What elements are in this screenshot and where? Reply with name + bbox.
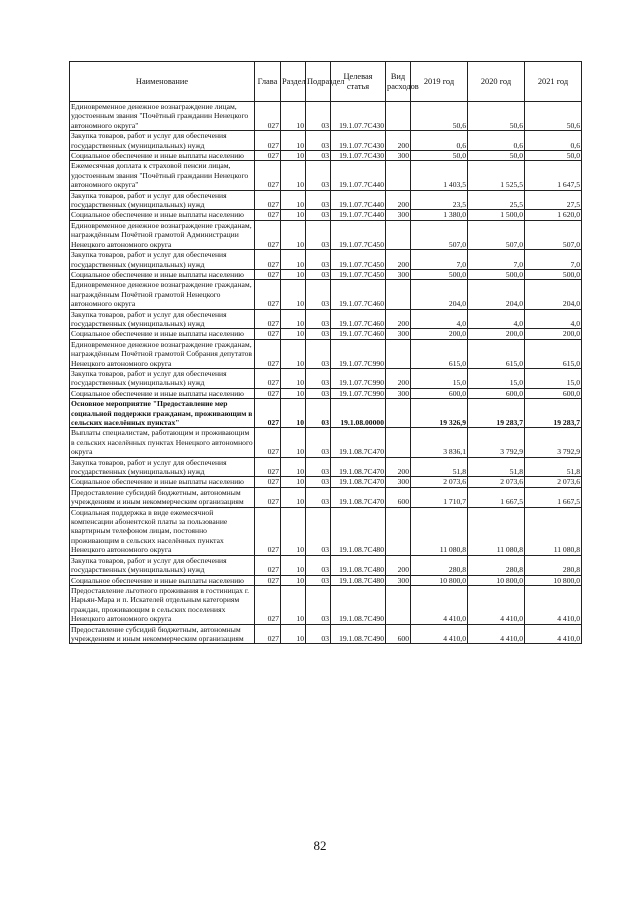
cell-razdel: 10 [281,151,306,161]
cell-name: Основное мероприятие "Предоставление мер социальной поддержки гражданам, проживающим в сельских населённых пунктах" [70,399,255,428]
cell-2021: 50,0 [525,151,582,161]
cell-name: Закупка товаров, работ и услуг для обеспечения государственных (муниципальных) нужд [70,131,255,151]
table-row [70,555,582,575]
cell-vid: 200 [386,250,411,270]
cell-2019: 3 836,1 [411,428,468,457]
cell-name: Единовременное денежное вознаграждение лицам, удостоенным звания "Почётный гражданин Ненецкого автономного округа" [70,102,255,131]
cell-2019: 500,0 [411,269,468,279]
cell-podrazdel: 03 [306,388,331,398]
cell-2020: 600,0 [468,388,525,398]
cell-podrazdel: 03 [306,190,331,210]
cell-vid: 300 [386,477,411,487]
cell-2019: 50,0 [411,151,468,161]
cell-razdel: 10 [281,280,306,309]
cell-podrazdel: 03 [306,161,331,190]
table-row [70,309,582,329]
header-razdel: Раздел [281,62,306,102]
table-row [70,102,582,131]
cell-statya: 19.1.08.7С470 [331,487,386,507]
table-header-row [70,62,582,102]
table-row [70,428,582,457]
cell-name: Закупка товаров, работ и услуг для обеспечения государственных (муниципальных) нужд [70,309,255,329]
table-row [70,388,582,398]
table-row [70,151,582,161]
cell-vid [386,585,411,624]
cell-2020: 615,0 [468,339,525,368]
cell-razdel: 10 [281,487,306,507]
cell-vid [386,102,411,131]
cell-glava: 027 [255,428,281,457]
cell-2019: 4 410,0 [411,585,468,624]
cell-2020: 25,5 [468,190,525,210]
table-row [70,585,582,624]
cell-statya: 19.1.08.7С480 [331,555,386,575]
cell-statya: 19.1.08.7С470 [331,477,386,487]
cell-name: Предоставление субсидий бюджетным, автономным учреждениям и иным некоммерческим организациям [70,487,255,507]
cell-podrazdel: 03 [306,585,331,624]
cell-podrazdel: 03 [306,368,331,388]
cell-vid: 600 [386,487,411,507]
cell-podrazdel: 03 [306,210,331,220]
cell-glava: 027 [255,250,281,270]
cell-2020: 10 800,0 [468,575,525,585]
table-row [70,575,582,585]
table-row [70,477,582,487]
cell-razdel: 10 [281,388,306,398]
cell-2019: 204,0 [411,280,468,309]
cell-vid [386,507,411,555]
cell-glava: 027 [255,624,281,644]
cell-podrazdel: 03 [306,280,331,309]
cell-vid: 200 [386,131,411,151]
cell-name: Предоставление субсидий бюджетным, автономным учреждениям и иным некоммерческим организациям [70,624,255,644]
page-number: 82 [313,838,327,853]
header-glava: Глава [255,62,281,102]
cell-statya: 19.1.07.7С430 [331,131,386,151]
table-row [70,190,582,210]
cell-statya: 19.1.07.7С450 [331,220,386,249]
header-vid: Вид расходов [386,62,411,102]
cell-name: Закупка товаров, работ и услуг для обеспечения государственных (муниципальных) нужд [70,190,255,210]
cell-podrazdel: 03 [306,269,331,279]
cell-2019: 1 403,5 [411,161,468,190]
cell-podrazdel: 03 [306,575,331,585]
cell-vid [386,428,411,457]
cell-podrazdel: 03 [306,151,331,161]
cell-razdel: 10 [281,585,306,624]
table-row [70,329,582,339]
cell-name: Единовременное денежное вознаграждение гражданам, награждённым Почётной грамотой Собрания депутатов Ненецкого автономного округа [70,339,255,368]
cell-name: Социальное обеспечение и иные выплаты населению [70,477,255,487]
cell-razdel: 10 [281,477,306,487]
cell-razdel: 10 [281,190,306,210]
table-row [70,250,582,270]
cell-glava: 027 [255,161,281,190]
table-row [70,457,582,477]
cell-name: Единовременное денежное вознаграждение гражданам, награждённым Почётной грамотой Администрации Ненецкого автономного округа [70,220,255,249]
cell-2020: 200,0 [468,329,525,339]
cell-2020: 3 792,9 [468,428,525,457]
cell-2021: 10 800,0 [525,575,582,585]
cell-2020: 4,0 [468,309,525,329]
cell-2019: 615,0 [411,339,468,368]
cell-statya: 19.1.08.7С470 [331,428,386,457]
cell-glava: 027 [255,151,281,161]
cell-2021: 500,0 [525,269,582,279]
cell-glava: 027 [255,388,281,398]
cell-podrazdel: 03 [306,487,331,507]
table-row [70,131,582,151]
cell-name: Единовременное денежное вознаграждение гражданам, награждённым Почётной грамотой Ненецкого автономного округа [70,280,255,309]
cell-glava: 027 [255,220,281,249]
cell-2021: 600,0 [525,388,582,398]
cell-podrazdel: 03 [306,555,331,575]
cell-glava: 027 [255,190,281,210]
budget-table [69,61,582,644]
cell-2019: 4 410,0 [411,624,468,644]
cell-2021: 2 073,6 [525,477,582,487]
cell-razdel: 10 [281,250,306,270]
cell-razdel: 10 [281,161,306,190]
cell-2020: 280,8 [468,555,525,575]
cell-2020: 11 080,8 [468,507,525,555]
cell-2019: 507,0 [411,220,468,249]
cell-2020: 4 410,0 [468,585,525,624]
cell-2021: 1 667,5 [525,487,582,507]
cell-2019: 200,0 [411,329,468,339]
header-name: Наименование [70,62,255,102]
cell-vid [386,220,411,249]
cell-razdel: 10 [281,339,306,368]
cell-2021: 50,6 [525,102,582,131]
cell-razdel: 10 [281,507,306,555]
cell-2019: 51,8 [411,457,468,477]
cell-glava: 027 [255,555,281,575]
cell-2021: 11 080,8 [525,507,582,555]
cell-podrazdel: 03 [306,457,331,477]
cell-statya: 19.1.08.7С490 [331,624,386,644]
cell-2021: 280,8 [525,555,582,575]
cell-2021: 4 410,0 [525,585,582,624]
cell-vid: 200 [386,190,411,210]
cell-statya: 19.1.07.7С990 [331,339,386,368]
cell-2019: 50,6 [411,102,468,131]
cell-statya: 19.1.07.7С450 [331,269,386,279]
cell-razdel: 10 [281,575,306,585]
cell-2019: 11 080,8 [411,507,468,555]
cell-vid: 200 [386,555,411,575]
cell-statya: 19.1.07.7С460 [331,309,386,329]
cell-2020: 15,0 [468,368,525,388]
cell-2020: 7,0 [468,250,525,270]
cell-2020: 1 525,5 [468,161,525,190]
cell-vid [386,339,411,368]
cell-razdel: 10 [281,428,306,457]
cell-2021: 19 283,7 [525,399,582,428]
cell-razdel: 10 [281,624,306,644]
header-2020: 2020 год [468,62,525,102]
table-row [70,624,582,644]
cell-2021: 27,5 [525,190,582,210]
cell-glava: 027 [255,339,281,368]
table-row [70,161,582,190]
cell-podrazdel: 03 [306,339,331,368]
table-row [70,210,582,220]
cell-glava: 027 [255,309,281,329]
cell-name: Социальная поддержка в виде ежемесячной компенсации абонентской платы за пользование квартирным телефоном лицам, постоянно проживающим в сельских населённых пунктах Ненецкого автономного округа [70,507,255,555]
cell-2021: 15,0 [525,368,582,388]
cell-podrazdel: 03 [306,507,331,555]
cell-2021: 4 410,0 [525,624,582,644]
cell-statya: 19.1.07.7С430 [331,102,386,131]
cell-glava: 027 [255,575,281,585]
cell-razdel: 10 [281,220,306,249]
cell-name: Социальное обеспечение и иные выплаты населению [70,329,255,339]
cell-statya: 19.1.08.7С490 [331,585,386,624]
cell-2020: 0,6 [468,131,525,151]
cell-vid: 600 [386,624,411,644]
table-body [70,102,582,644]
cell-podrazdel: 03 [306,329,331,339]
cell-vid: 300 [386,210,411,220]
cell-name: Выплаты специалистам, работающим и проживающим в сельских населённых пунктах Ненецкого автономного округа [71,428,253,457]
cell-2019: 7,0 [411,250,468,270]
cell-2020: 2 073,6 [468,477,525,487]
cell-vid: 200 [386,457,411,477]
cell-name: Социальное обеспечение и иные выплаты населению [70,210,255,220]
table-row [70,507,582,555]
cell-2019: 1 710,7 [411,487,468,507]
cell-glava: 027 [255,585,281,624]
cell-razdel: 10 [281,457,306,477]
header-2021: 2021 год [525,62,582,102]
header-podrazdel: Подраздел [306,62,331,102]
cell-glava: 027 [255,329,281,339]
cell-statya: 19.1.08.7С480 [331,575,386,585]
cell-vid: 200 [386,368,411,388]
cell-statya: 19.1.07.7С440 [331,190,386,210]
cell-statya: 19.1.08.00000 [331,399,386,428]
cell-2019: 19 326,9 [411,399,468,428]
cell-2021: 507,0 [525,220,582,249]
cell-2019: 4,0 [411,309,468,329]
cell-vid [386,399,411,428]
cell-2020: 19 283,7 [468,399,525,428]
cell-razdel: 10 [281,399,306,428]
cell-name: Закупка товаров, работ и услуг для обеспечения государственных (муниципальных) нужд [70,457,255,477]
cell-2020: 1 500,0 [468,210,525,220]
cell-vid: 300 [386,575,411,585]
cell-name: Социальное обеспечение и иные выплаты населению [70,575,255,585]
cell-glava: 027 [255,399,281,428]
cell-podrazdel: 03 [306,624,331,644]
table-row [70,399,582,428]
cell-2019: 0,6 [411,131,468,151]
cell-vid [386,280,411,309]
cell-name: Закупка товаров, работ и услуг для обеспечения государственных (муниципальных) нужд [70,368,255,388]
cell-vid: 300 [386,151,411,161]
cell-2021: 3 792,9 [525,428,582,457]
cell-vid [386,161,411,190]
cell-razdel: 10 [281,368,306,388]
table-row [70,280,582,309]
cell-2021: 7,0 [525,250,582,270]
cell-razdel: 10 [281,329,306,339]
cell-glava: 027 [255,280,281,309]
cell-glava: 027 [255,457,281,477]
cell-2020: 204,0 [468,280,525,309]
cell-2020: 500,0 [468,269,525,279]
cell-name: Социальное обеспечение и иные выплаты населению [70,269,255,279]
cell-2019: 1 380,0 [411,210,468,220]
cell-2021: 0,6 [525,131,582,151]
cell-2021: 4,0 [525,309,582,329]
cell-statya: 19.1.08.7С480 [331,507,386,555]
cell-podrazdel: 03 [306,250,331,270]
cell-2020: 4 410,0 [468,624,525,644]
cell-statya: 19.1.07.7С450 [331,250,386,270]
cell-podrazdel: 03 [306,309,331,329]
cell-name: Социальное обеспечение и иные выплаты населению [70,388,255,398]
cell-podrazdel: 03 [306,220,331,249]
table-row [70,220,582,249]
cell-2021: 615,0 [525,339,582,368]
cell-glava: 027 [255,210,281,220]
cell-vid: 200 [386,309,411,329]
table-row [70,487,582,507]
cell-2021: 1 647,5 [525,161,582,190]
cell-2021: 204,0 [525,280,582,309]
cell-statya: 19.1.07.7С440 [331,161,386,190]
cell-2019: 15,0 [411,368,468,388]
cell-2019: 280,8 [411,555,468,575]
header-statya: Целевая статья [331,62,386,102]
cell-2020: 51,8 [468,457,525,477]
cell-glava: 027 [255,487,281,507]
cell-podrazdel: 03 [306,102,331,131]
cell-2019: 600,0 [411,388,468,398]
cell-statya: 19.1.08.7С470 [331,457,386,477]
cell-glava: 027 [255,102,281,131]
cell-statya: 19.1.07.7С460 [331,329,386,339]
cell-2019: 2 073,6 [411,477,468,487]
cell-name: Закупка товаров, работ и услуг для обеспечения государственных (муниципальных) нужд [70,250,255,270]
cell-glava: 027 [255,507,281,555]
cell-razdel: 10 [281,269,306,279]
cell-2021: 51,8 [525,457,582,477]
cell-statya: 19.1.07.7С990 [331,368,386,388]
cell-razdel: 10 [281,309,306,329]
cell-razdel: 10 [281,131,306,151]
table-row [70,368,582,388]
cell-vid: 300 [386,329,411,339]
cell-glava: 027 [255,477,281,487]
cell-statya: 19.1.07.7С440 [331,210,386,220]
cell-glava: 027 [255,131,281,151]
cell-2020: 507,0 [468,220,525,249]
cell-name: Предоставление льготного проживания в гостиницах г. Нарьян-Мара и п. Искателей отдельным категориям граждан, проживающим в сельских поселениях Ненецкого автономного округа [70,585,255,624]
cell-vid: 300 [386,269,411,279]
cell-razdel: 10 [281,102,306,131]
cell-name: Социальное обеспечение и иные выплаты населению [70,151,255,161]
cell-2019: 10 800,0 [411,575,468,585]
cell-statya: 19.1.07.7С460 [331,280,386,309]
cell-name: Ежемесячная доплата к страховой пенсии лицам, удостоенным звания "Почётный граждании Ненецкого автономного округа" [70,161,255,190]
cell-razdel: 10 [281,555,306,575]
cell-2020: 50,6 [468,102,525,131]
cell-glava: 027 [255,269,281,279]
cell-name: Закупка товаров, работ и услуг для обеспечения государственных (муниципальных) нужд [70,555,255,575]
table-row [70,339,582,368]
cell-statya: 19.1.07.7С990 [331,388,386,398]
cell-podrazdel: 03 [306,477,331,487]
cell-2020: 50,0 [468,151,525,161]
header-2019: 2019 год [411,62,468,102]
cell-razdel: 10 [281,210,306,220]
table-row [70,269,582,279]
cell-glava: 027 [255,368,281,388]
cell-2021: 1 620,0 [525,210,582,220]
cell-podrazdel: 03 [306,131,331,151]
cell-podrazdel: 03 [306,428,331,457]
cell-podrazdel: 03 [306,399,331,428]
cell-statya: 19.1.07.7С430 [331,151,386,161]
cell-2019: 23,5 [411,190,468,210]
cell-2021: 200,0 [525,329,582,339]
cell-vid: 300 [386,388,411,398]
cell-2020: 1 667,5 [468,487,525,507]
